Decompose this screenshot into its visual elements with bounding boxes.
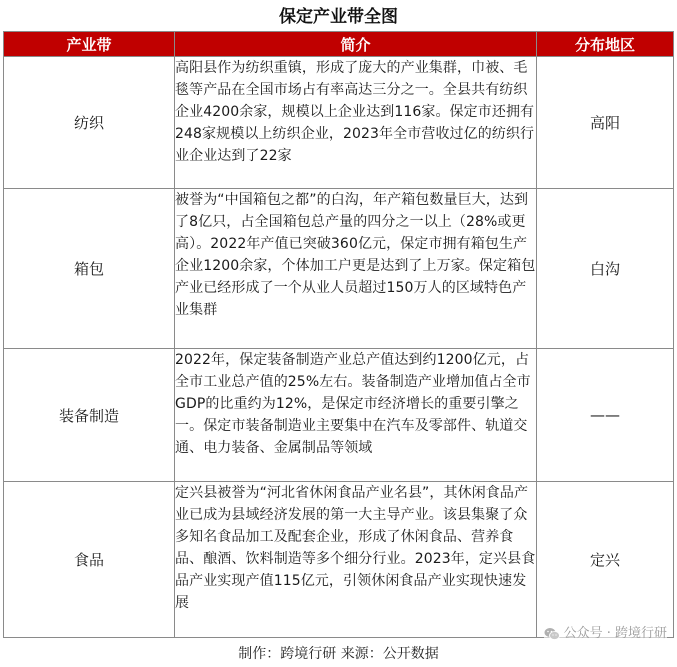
header-region: 分布地区: [537, 32, 674, 57]
row-category: 纺织: [4, 57, 175, 189]
table-row: [4, 482, 674, 638]
row-category: 箱包: [4, 189, 175, 349]
row-region: 定兴: [537, 482, 674, 638]
row-category: 装备制造: [4, 349, 175, 482]
table-row: [4, 189, 674, 349]
wechat-icon: [544, 627, 560, 641]
row-intro: 被誉为“中国箱包之都”的白沟，年产箱包数量巨大，达到了8亿只，占全国箱包总产量的四分之一以上（28%或更高）。2022年产值已突破360亿元，保定市拥有箱包生产企业1200余家，个体加工户更是达到了上万家。保定箱包产业已经形成了一个从业人员超过150万人的区域特色产业集群: [175, 189, 537, 349]
table-row: [4, 57, 674, 189]
watermark: [544, 623, 667, 645]
watermark-text: 公众号 · 跨境行研: [563, 626, 667, 641]
row-category: 食品: [4, 482, 175, 638]
row-intro: 高阳县作为纺织重镇，形成了庞大的产业集群，巾被、毛毯等产品在全国市场占有率高达三分之一。全县共有纺织企业4200余家，规模以上企业达到116家。保定市还拥有248家规模以上纺织企业，2023年全市营收过亿的纺织行业企业达到了22家: [175, 57, 537, 189]
row-region: ——: [537, 349, 674, 482]
row-intro: 定兴县被誉为“河北省休闲食品产业名县”，其休闲食品产业已成为县域经济发展的第一大主导产业。该县集聚了众多知名食品加工及配套企业，形成了休闲食品、营养食品、酿酒、饮料制造等多个细分行业。2023年，定兴县食品产业实现产值115亿元，引领休闲食品产业实现快速发展: [175, 482, 537, 638]
header-intro: 简介: [175, 32, 537, 57]
table-header-row: [4, 32, 674, 57]
page-title: 保定产业带全图: [279, 7, 398, 27]
row-intro: 2022年，保定装备制造产业总产值达到约1200亿元，占全市工业总产值的25%左右。装备制造产业增加值占全市GDP的比重约为12%，是保定市经济增长的重要引擎之一。保定市装备制造业主要集中在汽车及零部件、轨道交通、电力装备、金属制品等领域: [175, 349, 537, 482]
header-category: 产业带: [4, 32, 175, 57]
row-region: 高阳: [537, 57, 674, 189]
footer-credit: 制作：跨境行研 来源：公开数据: [238, 646, 439, 662]
table-row: [4, 349, 674, 482]
row-region: 白沟: [537, 189, 674, 349]
industry-belt-table: [3, 31, 674, 638]
